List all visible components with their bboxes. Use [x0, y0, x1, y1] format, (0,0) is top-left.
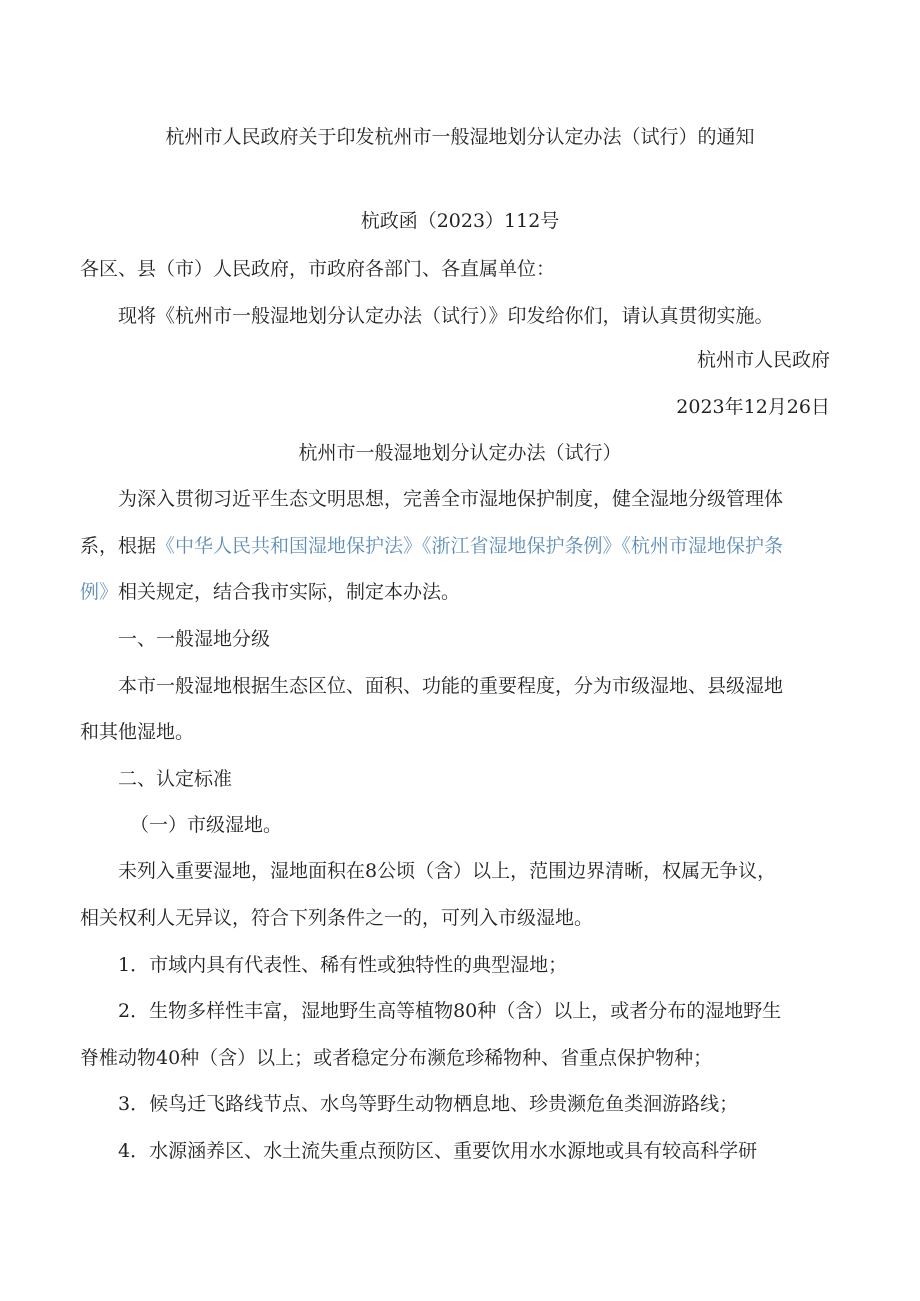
issue-date: 2023年12月26日 [676, 396, 830, 418]
measures-subtitle: 杭州市一般湿地划分认定办法（试行） [298, 442, 622, 464]
document-title: 杭州市人民政府关于印发杭州市一般湿地划分认定办法（试行）的通知 [165, 126, 755, 148]
section-2-heading: 二、认定标准 [118, 768, 233, 790]
criteria-item-4: 4．水源涵养区、水土流失重点预防区、重要饮用水水源地或具有较高科学研 [118, 1140, 758, 1162]
preamble-line-3 [80, 579, 460, 605]
addressee: 各区、县（市）人民政府，市政府各部门、各直属单位： [80, 258, 556, 280]
section-1-body-line-1: 本市一般湿地根据生态区位、面积、功能的重要程度，分为市级湿地、县级湿地 [118, 675, 784, 697]
document-number: 杭政函（2023）112号 [360, 210, 560, 232]
law-link-wetland-protection-law[interactable]: 《中华人民共和国湿地保护法》 [156, 535, 423, 557]
intro-paragraph: 现将《杭州市一般湿地划分认定办法（试行）》印发给你们，请认真贯彻实施。 [118, 305, 774, 327]
preamble-prefix: 系，根据 [80, 535, 157, 557]
subsection-1-body-line-2: 相关权利人无异议，符合下列条件之一的，可列入市级湿地。 [80, 907, 594, 929]
criteria-item-3: 3．候鸟迁飞路线节点、水鸟等野生动物栖息地、珍贵濒危鱼类洄游路线； [118, 1093, 739, 1115]
preamble-line-2 [80, 533, 783, 559]
criteria-item-2-line-1: 2．生物多样性丰富，湿地野生高等植物80种（含）以上，或者分布的湿地野生 [118, 1000, 782, 1022]
law-link-hangzhou-regulation-cont[interactable]: 例》 [80, 581, 119, 603]
section-1-heading: 一、一般湿地分级 [118, 628, 271, 650]
criteria-item-1: 1．市域内具有代表性、稀有性或独特性的典型湿地； [118, 954, 568, 976]
criteria-item-2-line-2: 脊椎动物40种（含）以上；或者稳定分布濒危珍稀物种、省重点保护物种； [80, 1047, 713, 1069]
issuer: 杭州市人民政府 [696, 349, 830, 371]
law-link-zhejiang-regulation[interactable]: 《浙江省湿地保护条例》 [422, 535, 622, 557]
subsection-1-body-line-1: 未列入重要湿地，湿地面积在8公顷（含）以上，范围边界清晰，权属无争议， [118, 860, 777, 882]
law-link-hangzhou-regulation[interactable]: 《杭州市湿地保护条 [621, 535, 784, 557]
preamble-suffix: 相关规定，结合我市实际，制定本办法。 [118, 581, 461, 603]
subsection-1-heading: （一）市级湿地。 [130, 814, 283, 836]
preamble-line-1: 为深入贯彻习近平生态文明思想，完善全市湿地保护制度，健全湿地分级管理体 [118, 488, 784, 510]
section-1-body-line-2: 和其他湿地。 [80, 721, 195, 743]
